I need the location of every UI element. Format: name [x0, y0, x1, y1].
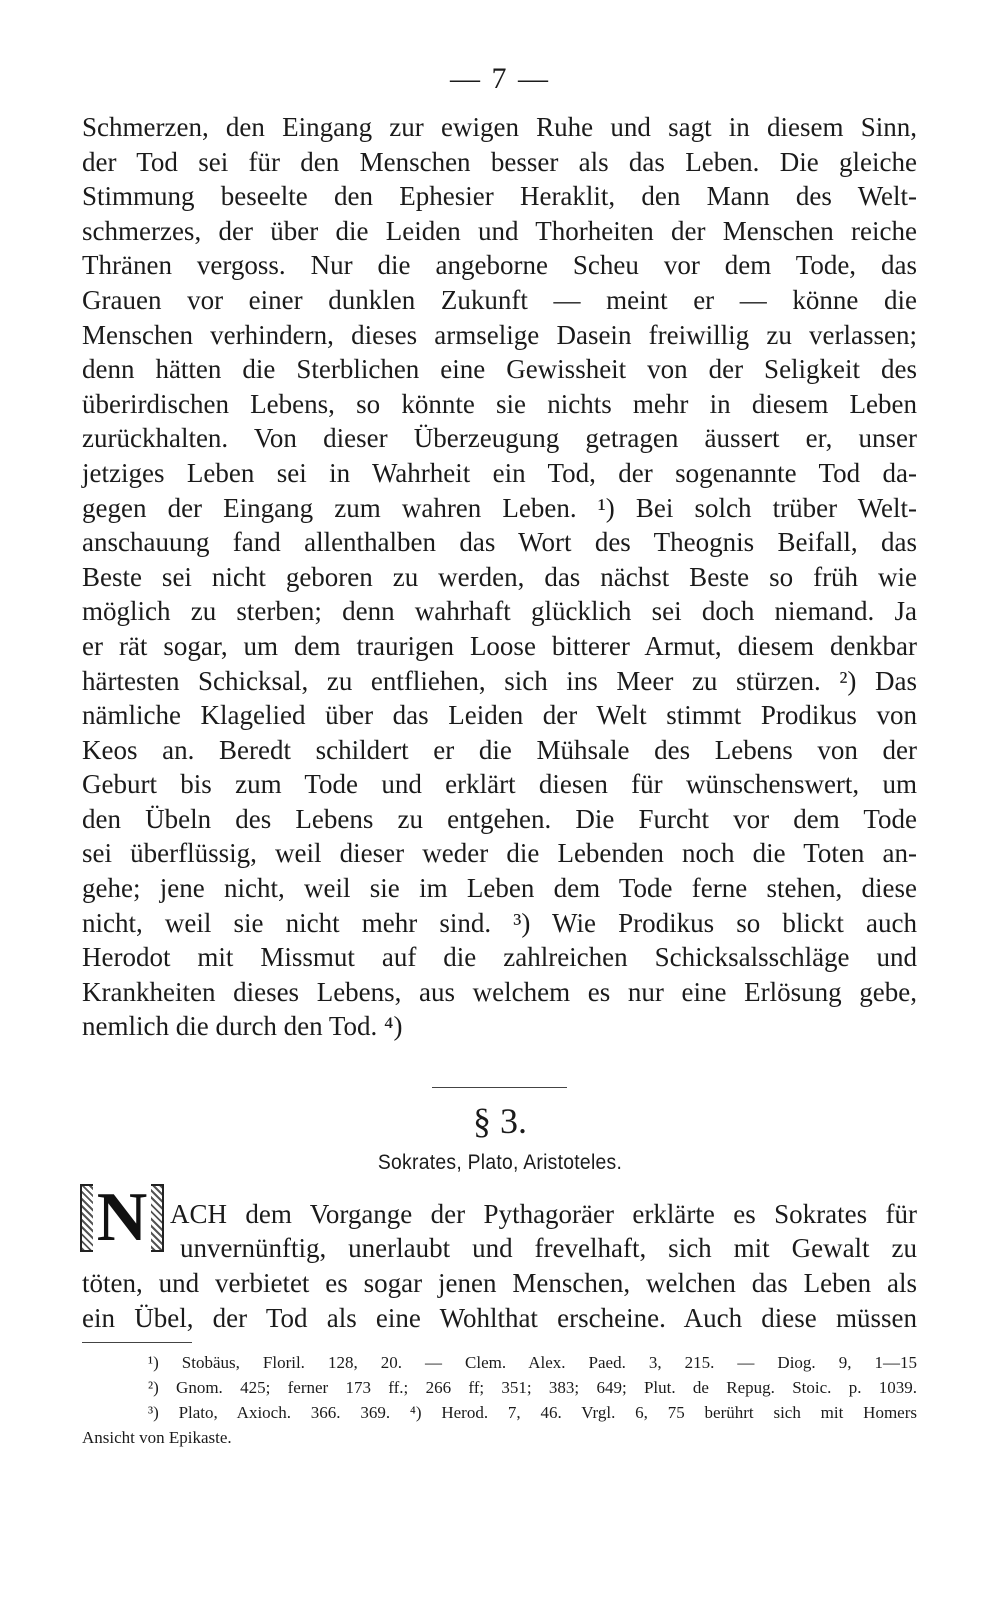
footnote-line: Ansicht von Epikaste. [82, 1428, 232, 1447]
body-text [82, 110, 917, 1044]
dropcap-initial [80, 1179, 164, 1256]
text-line: den Übeln des Lebens zu entgehen. Die Furcht vor dem Tode [82, 803, 917, 834]
text-line: der Tod sei für den Menschen besser als das Leben. Die gleiche [82, 146, 917, 177]
text-line: denn hätten die Sterblichen eine Gewissheit von der Seligkeit des [82, 354, 917, 385]
text-line: zurückhalten. Von dieser Überzeugung getragen äussert er, unser [82, 423, 917, 454]
text-line: Krankheiten dieses Lebens, aus welchem es nur eine Erlösung gebe, [82, 976, 917, 1007]
section-text-line: ACH dem Vorgange der Pythagoräer erklärte es Sokrates für [170, 1199, 917, 1229]
section-title: Sokrates, Plato, Aristoteles. [377, 1151, 623, 1174]
footnote-line: ¹) Stobäus, Floril. 128, 20. — Clem. Alex. Paed. 3, 215. — Diog. 9, 1—15 [148, 1353, 917, 1372]
text-line: Stimmung beseelte den Ephesier Heraklit, den Mann des Welt- [82, 181, 917, 212]
text-line: Schmerzen, den Eingang zur ewigen Ruhe und sagt in diesem Sinn, [82, 112, 917, 142]
text-line: schmerzes, der über die Leiden und Thorheiten der Menschen reiche [82, 215, 917, 246]
text-line: nämliche Klagelied über das Leiden der Welt stimmt Prodikus von [82, 700, 917, 731]
text-line: Keos an. Beredt schildert er die Mühsale des Lebens von der [82, 734, 917, 765]
text-line: Thränen vergoss. Nur die angeborne Scheu vor dem Tode, das [82, 250, 917, 281]
footnote-line: ²) Gnom. 425; ferner 173 ff.; 266 ff; 351; 383; 649; Plut. de Repug. Stoic. p. 1039. [148, 1378, 917, 1397]
text-line: nicht, weil sie nicht mehr sind. ³) Wie Prodikus so blickt auch [82, 907, 917, 938]
text-line: Herodot mit Missmut auf die zahlreichen Schicksalsschläge und [82, 942, 917, 973]
text-line: möglich zu sterben; denn wahrhaft glücklich sei doch niemand. Ja [82, 596, 917, 627]
text-line: sei überflüssig, weil dieser weder die Lebenden noch die Toten an- [82, 838, 917, 869]
section-text-block [82, 1266, 917, 1335]
text-line: Geburt bis zum Tode und erklärt diesen für wünschenswert, um [82, 769, 917, 800]
text-line: härtesten Schicksal, zu entfliehen, sich ins Meer zu stürzen. ²) Das [82, 665, 917, 696]
section-number: § 3. [473, 1101, 527, 1141]
text-line: jetziges Leben sei in Wahrheit ein Tod, der sogenannte Tod da- [82, 457, 917, 488]
footnote-divider [82, 1342, 192, 1343]
section-text-line: töten, und verbietet es sogar jenen Menschen, welchen das Leben als [82, 1268, 917, 1298]
text-line: gegen der Eingang zum wahren Leben. ¹) Bei solch trüber Welt- [82, 492, 917, 523]
text-line: gehe; jene nicht, weil sie im Leben dem Tode ferne stehen, diese [82, 873, 917, 904]
section-text-line: ein Übel, der Tod als eine Wohlthat erscheine. Auch diese müssen [82, 1302, 917, 1333]
text-line: Menschen verhindern, dieses armselige Dasein freiwillig zu verlassen; [82, 319, 917, 350]
text-line: er rät sogar, um dem traurigen Loose bitterer Armut, diesem denkbar [82, 630, 917, 661]
text-line: Grauen vor einer dunklen Zukunft — meint er — könne die [82, 284, 917, 315]
section-divider [432, 1087, 567, 1088]
text-line: anschauung fand allenthalben das Wort des Theognis Beifall, das [82, 527, 917, 558]
footnote-line: ³) Plato, Axioch. 366. 369. ⁴) Herod. 7, 46. Vrgl. 6, 75 berührt sich mit Homers [148, 1403, 917, 1422]
text-line-last: nemlich die durch den Tod. ⁴) [82, 1011, 403, 1042]
page-number: — 7 — [450, 62, 550, 95]
dropcap-letter: N [93, 1183, 152, 1253]
text-line: überirdischen Lebens, so könnte sie nichts mehr in diesem Leben [82, 388, 917, 419]
footnotes [82, 1350, 917, 1450]
section-text-line: unvernünftig, unerlaubt und frevelhaft, sich mit Gewalt zu [180, 1233, 917, 1263]
text-line: Beste sei nicht geboren zu werden, das nächst Beste so früh wie [82, 561, 917, 592]
